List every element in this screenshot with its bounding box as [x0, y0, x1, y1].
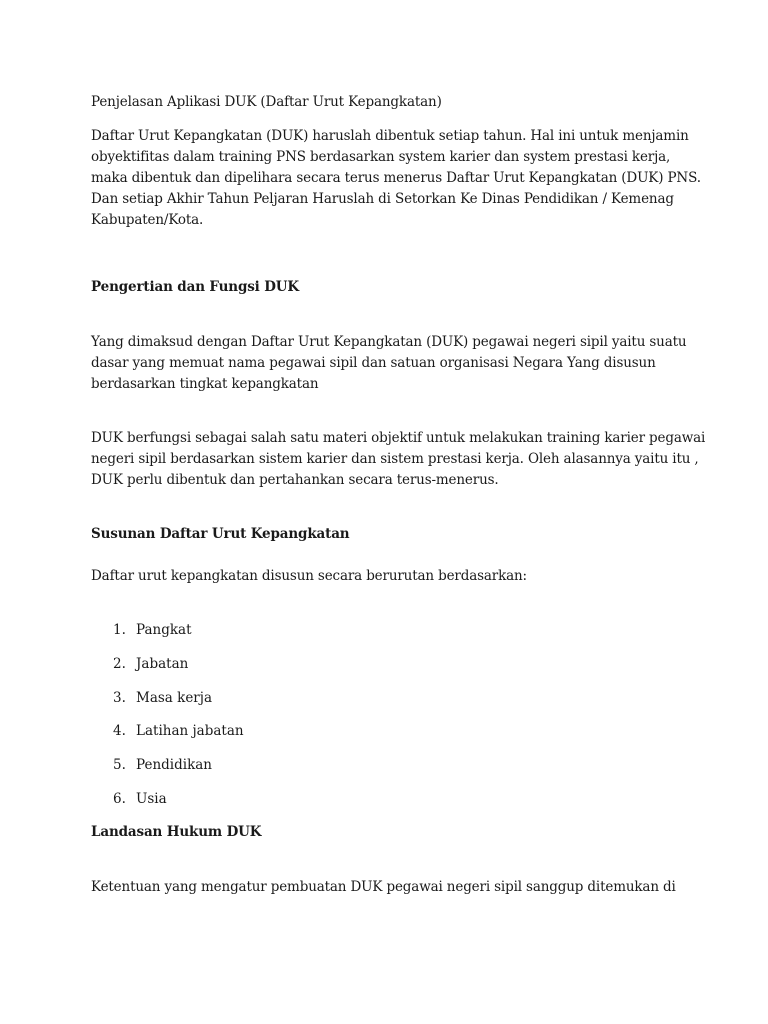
paragraph-line: Ketentuan yang mengatur pembuatan DUK pegawai negeri sipil sanggup ditemukan di [91, 879, 676, 895]
list-item-number: 6. [113, 791, 126, 807]
list-item: Masa kerja [136, 690, 212, 706]
paragraph-line: DUK berfungsi sebagai salah satu materi objektif untuk melakukan training karier pegawai [91, 430, 706, 446]
paragraph-line: berdasarkan tingkat kepangkatan [91, 376, 319, 392]
intro-line: Daftar Urut Kepangkatan (DUK) haruslah dibentuk setiap tahun. Hal ini untuk menjamin [91, 128, 689, 144]
document-title: Penjelasan Aplikasi DUK (Daftar Urut Kepangkatan) [91, 94, 442, 110]
intro-line: maka dibentuk dan dipelihara secara terus menerus Daftar Urut Kepangkatan (DUK) PNS. [91, 170, 701, 186]
list-item-number: 4. [113, 723, 126, 739]
intro-line: obyektifitas dalam training PNS berdasarkan system karier dan system prestasi kerja, [91, 149, 671, 165]
list-item: Pendidikan [136, 757, 213, 773]
paragraph-line: Yang dimaksud dengan Daftar Urut Kepangkatan (DUK) pegawai negeri sipil yaitu suatu [91, 334, 687, 350]
list-item-number: 5. [113, 757, 126, 773]
list-item-number: 3. [113, 690, 126, 706]
section-heading-pengertian: Pengertian dan Fungsi DUK [91, 279, 299, 295]
intro-line: Kabupaten/Kota. [91, 212, 204, 228]
list-item: Jabatan [136, 656, 189, 672]
paragraph-line: DUK perlu dibentuk dan pertahankan secara terus-menerus. [91, 472, 499, 488]
list-item-number: 1. [113, 622, 126, 638]
section-heading-landasan: Landasan Hukum DUK [91, 824, 262, 840]
list-item: Usia [136, 791, 167, 807]
list-item: Latihan jabatan [136, 723, 244, 739]
list-item-number: 2. [113, 656, 126, 672]
paragraph-line: dasar yang memuat nama pegawai sipil dan satuan organisasi Negara Yang disusun [91, 355, 656, 371]
list-item: Pangkat [136, 622, 192, 638]
list-lead: Daftar urut kepangkatan disusun secara berurutan berdasarkan: [91, 568, 527, 584]
section-heading-susunan: Susunan Daftar Urut Kepangkatan [91, 526, 350, 542]
intro-line: Dan setiap Akhir Tahun Peljaran Haruslah di Setorkan Ke Dinas Pendidikan / Kemenag [91, 191, 674, 207]
paragraph-line: negeri sipil berdasarkan sistem karier dan sistem prestasi kerja. Oleh alasannya yaitu itu , [91, 451, 699, 467]
